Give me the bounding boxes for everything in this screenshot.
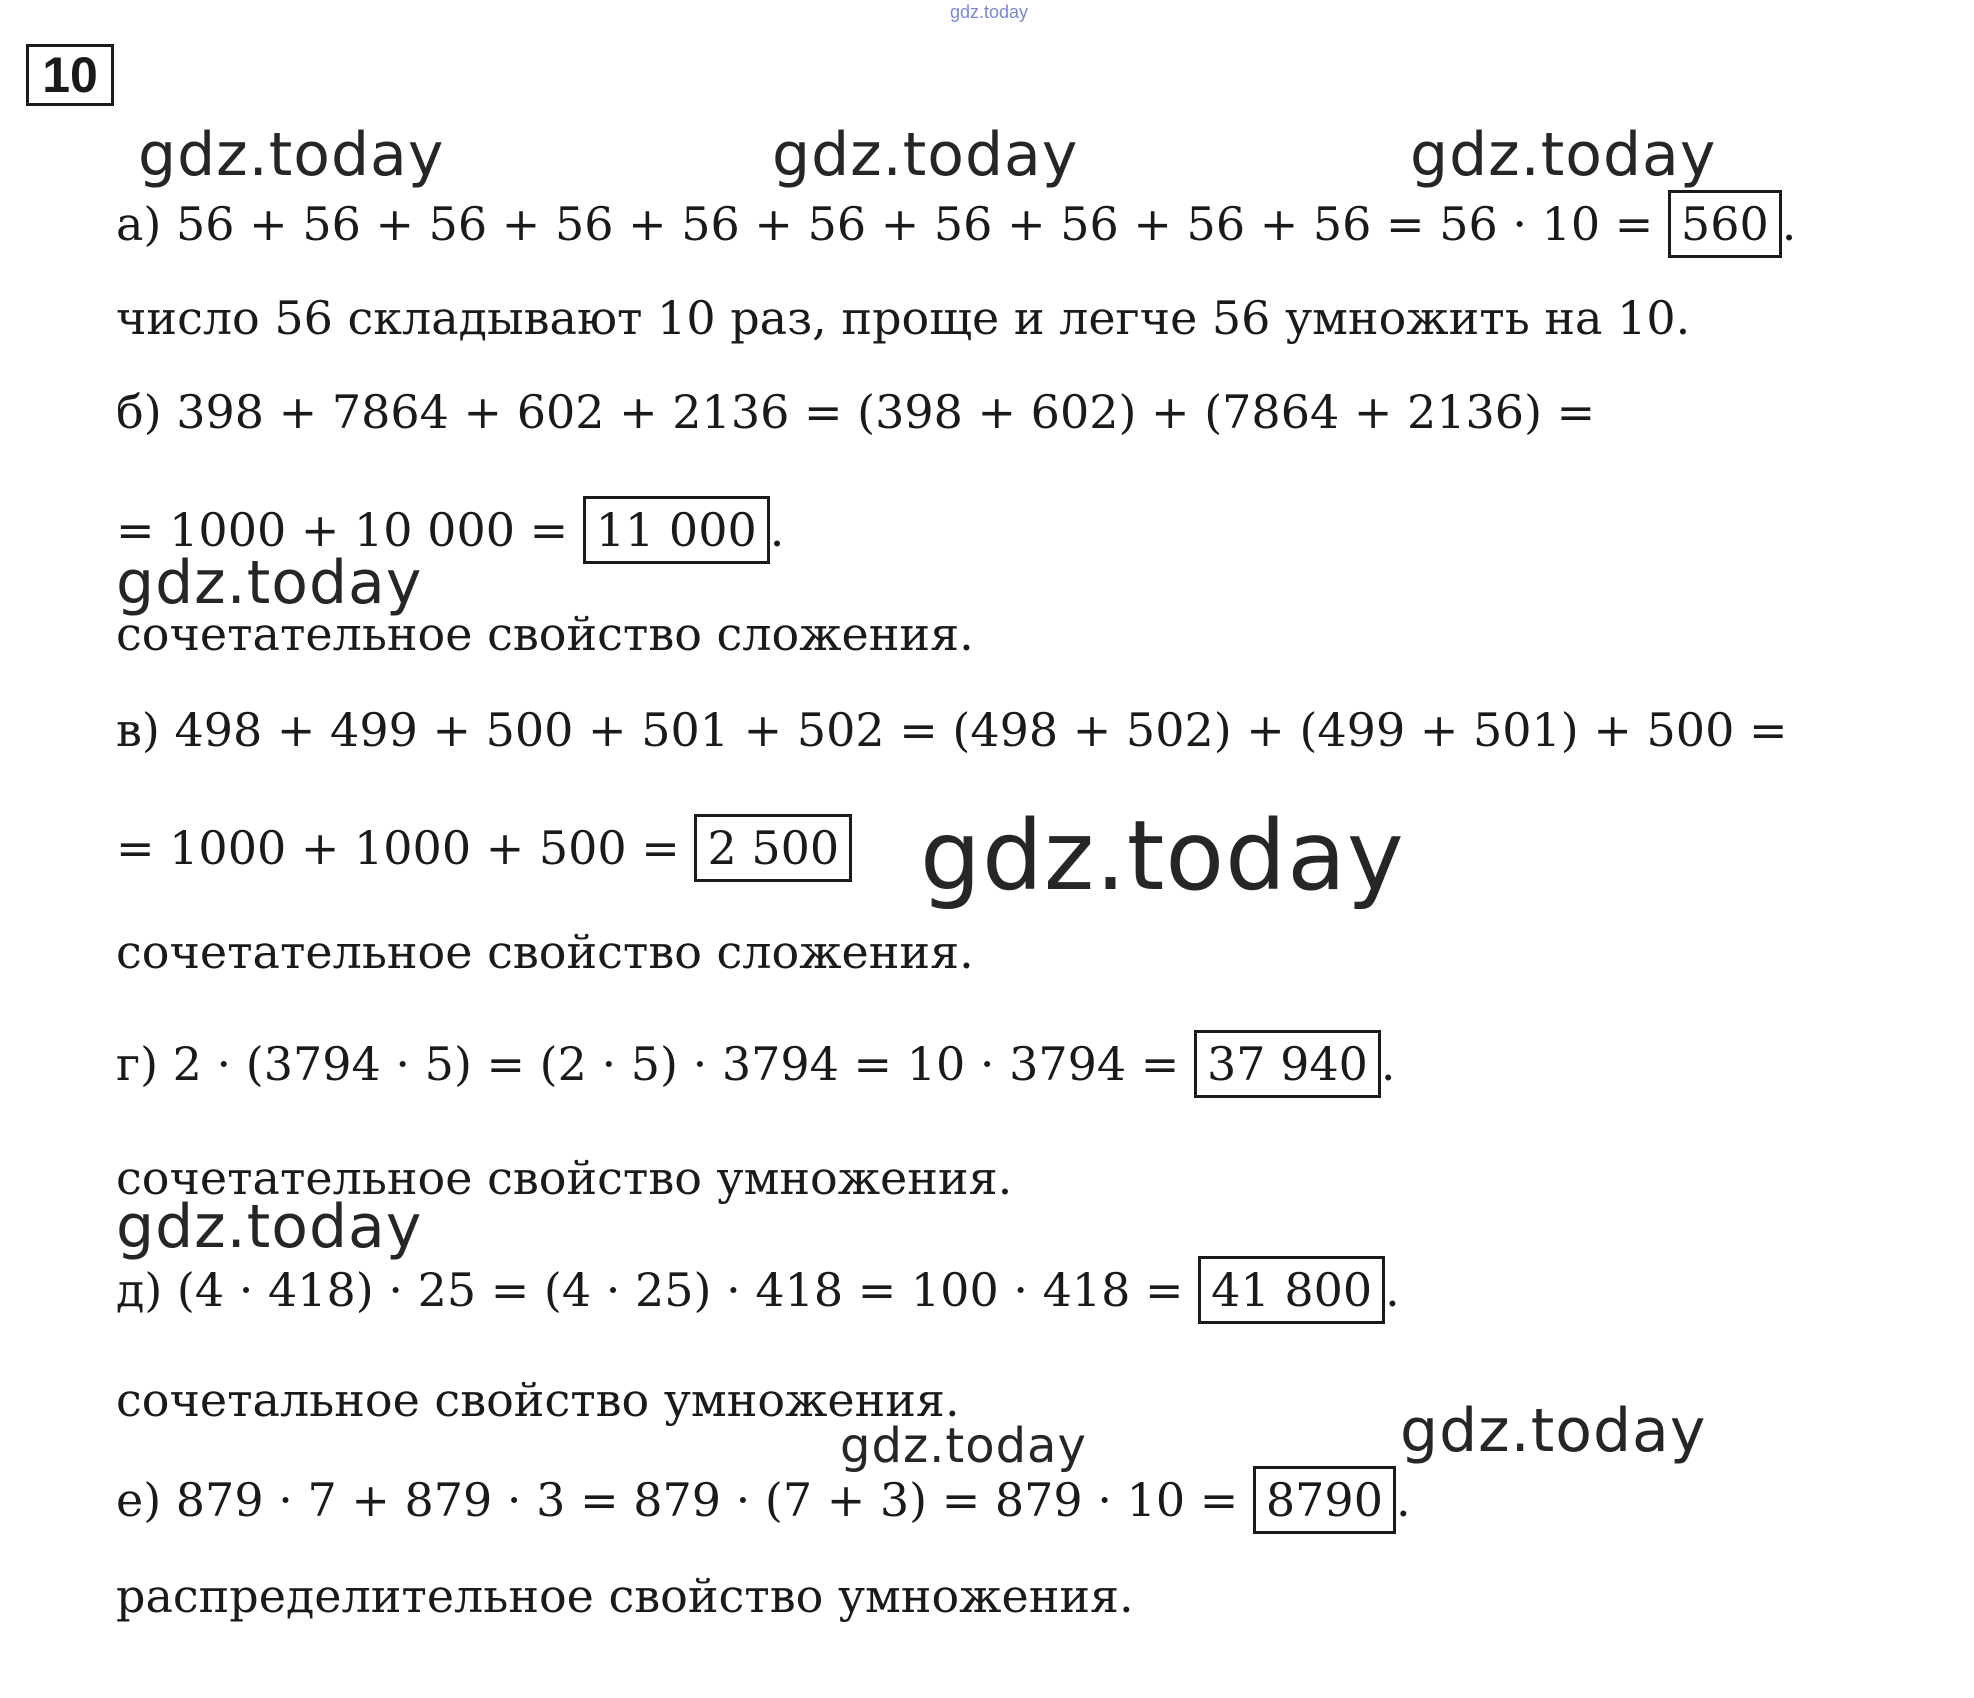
part-b-line1: б) 398 + 7864 + 602 + 2136 = (398 + 602) + (7864 + 2136) = — [116, 385, 1596, 439]
part-v-expression: = 1000 + 1000 + 500 = — [116, 821, 695, 875]
watermark: gdz.today — [116, 548, 423, 618]
watermark: gdz.today — [116, 1192, 423, 1262]
part-d-expression: д) (4 · 418) · 25 = (4 · 25) · 418 = 100 · 418 = — [116, 1263, 1199, 1317]
site-mark: gdz.today — [950, 2, 1029, 22]
end-punct: . — [1385, 1263, 1400, 1317]
part-d-line — [116, 1256, 1400, 1324]
watermark: gdz.today — [920, 800, 1405, 912]
part-e-note: распределительное свойство умножения. — [116, 1569, 1134, 1623]
exercise-number: 10 — [26, 44, 114, 106]
part-a-answer: 560 — [1668, 190, 1782, 258]
part-b-expression: = 1000 + 10 000 = — [116, 503, 583, 557]
part-v-note: сочетательное свойство сложения. — [116, 925, 974, 979]
part-b-note: сочетательное свойство сложения. — [116, 607, 974, 661]
part-d-answer: 41 800 — [1198, 1256, 1385, 1324]
end-punct: . — [1781, 197, 1797, 251]
part-a-line — [116, 190, 1796, 258]
part-e-line — [116, 1466, 1411, 1534]
part-v-line2 — [116, 814, 852, 882]
watermark: gdz.today — [772, 120, 1079, 190]
end-punct: . — [769, 503, 785, 557]
part-b-answer: 11 000 — [583, 496, 770, 564]
part-d-note: сочетальное свойство умножения. — [116, 1373, 960, 1427]
end-punct: . — [1380, 1037, 1396, 1091]
watermark: gdz.today — [1400, 1396, 1707, 1466]
part-v-line1: в) 498 + 499 + 500 + 501 + 502 = (498 + 502) + (499 + 501) + 500 = — [116, 703, 1788, 757]
part-g-note: сочетательное свойство умножения. — [116, 1151, 1013, 1205]
part-a-expression: а) 56 + 56 + 56 + 56 + 56 + 56 + 56 + 56 + 56 + 56 = 56 · 10 = — [116, 197, 1668, 251]
part-g-answer: 37 940 — [1194, 1030, 1381, 1098]
part-g-expression: г) 2 · (3794 · 5) = (2 · 5) · 3794 = 10 · 3794 = — [116, 1037, 1194, 1091]
watermark: gdz.today — [840, 1418, 1087, 1474]
part-e-answer: 8790 — [1253, 1466, 1396, 1534]
end-punct: . — [1395, 1473, 1411, 1527]
part-g-line — [116, 1030, 1396, 1098]
part-e-expression: е) 879 · 7 + 879 · 3 = 879 · (7 + 3) = 879 · 10 = — [116, 1473, 1253, 1527]
watermark: gdz.today — [1410, 120, 1717, 190]
part-v-answer: 2 500 — [694, 814, 852, 882]
watermark: gdz.today — [138, 120, 445, 190]
part-b-line2 — [116, 496, 784, 564]
part-a-note: число 56 складывают 10 раз, проще и легче 56 умножить на 10. — [116, 291, 1691, 345]
